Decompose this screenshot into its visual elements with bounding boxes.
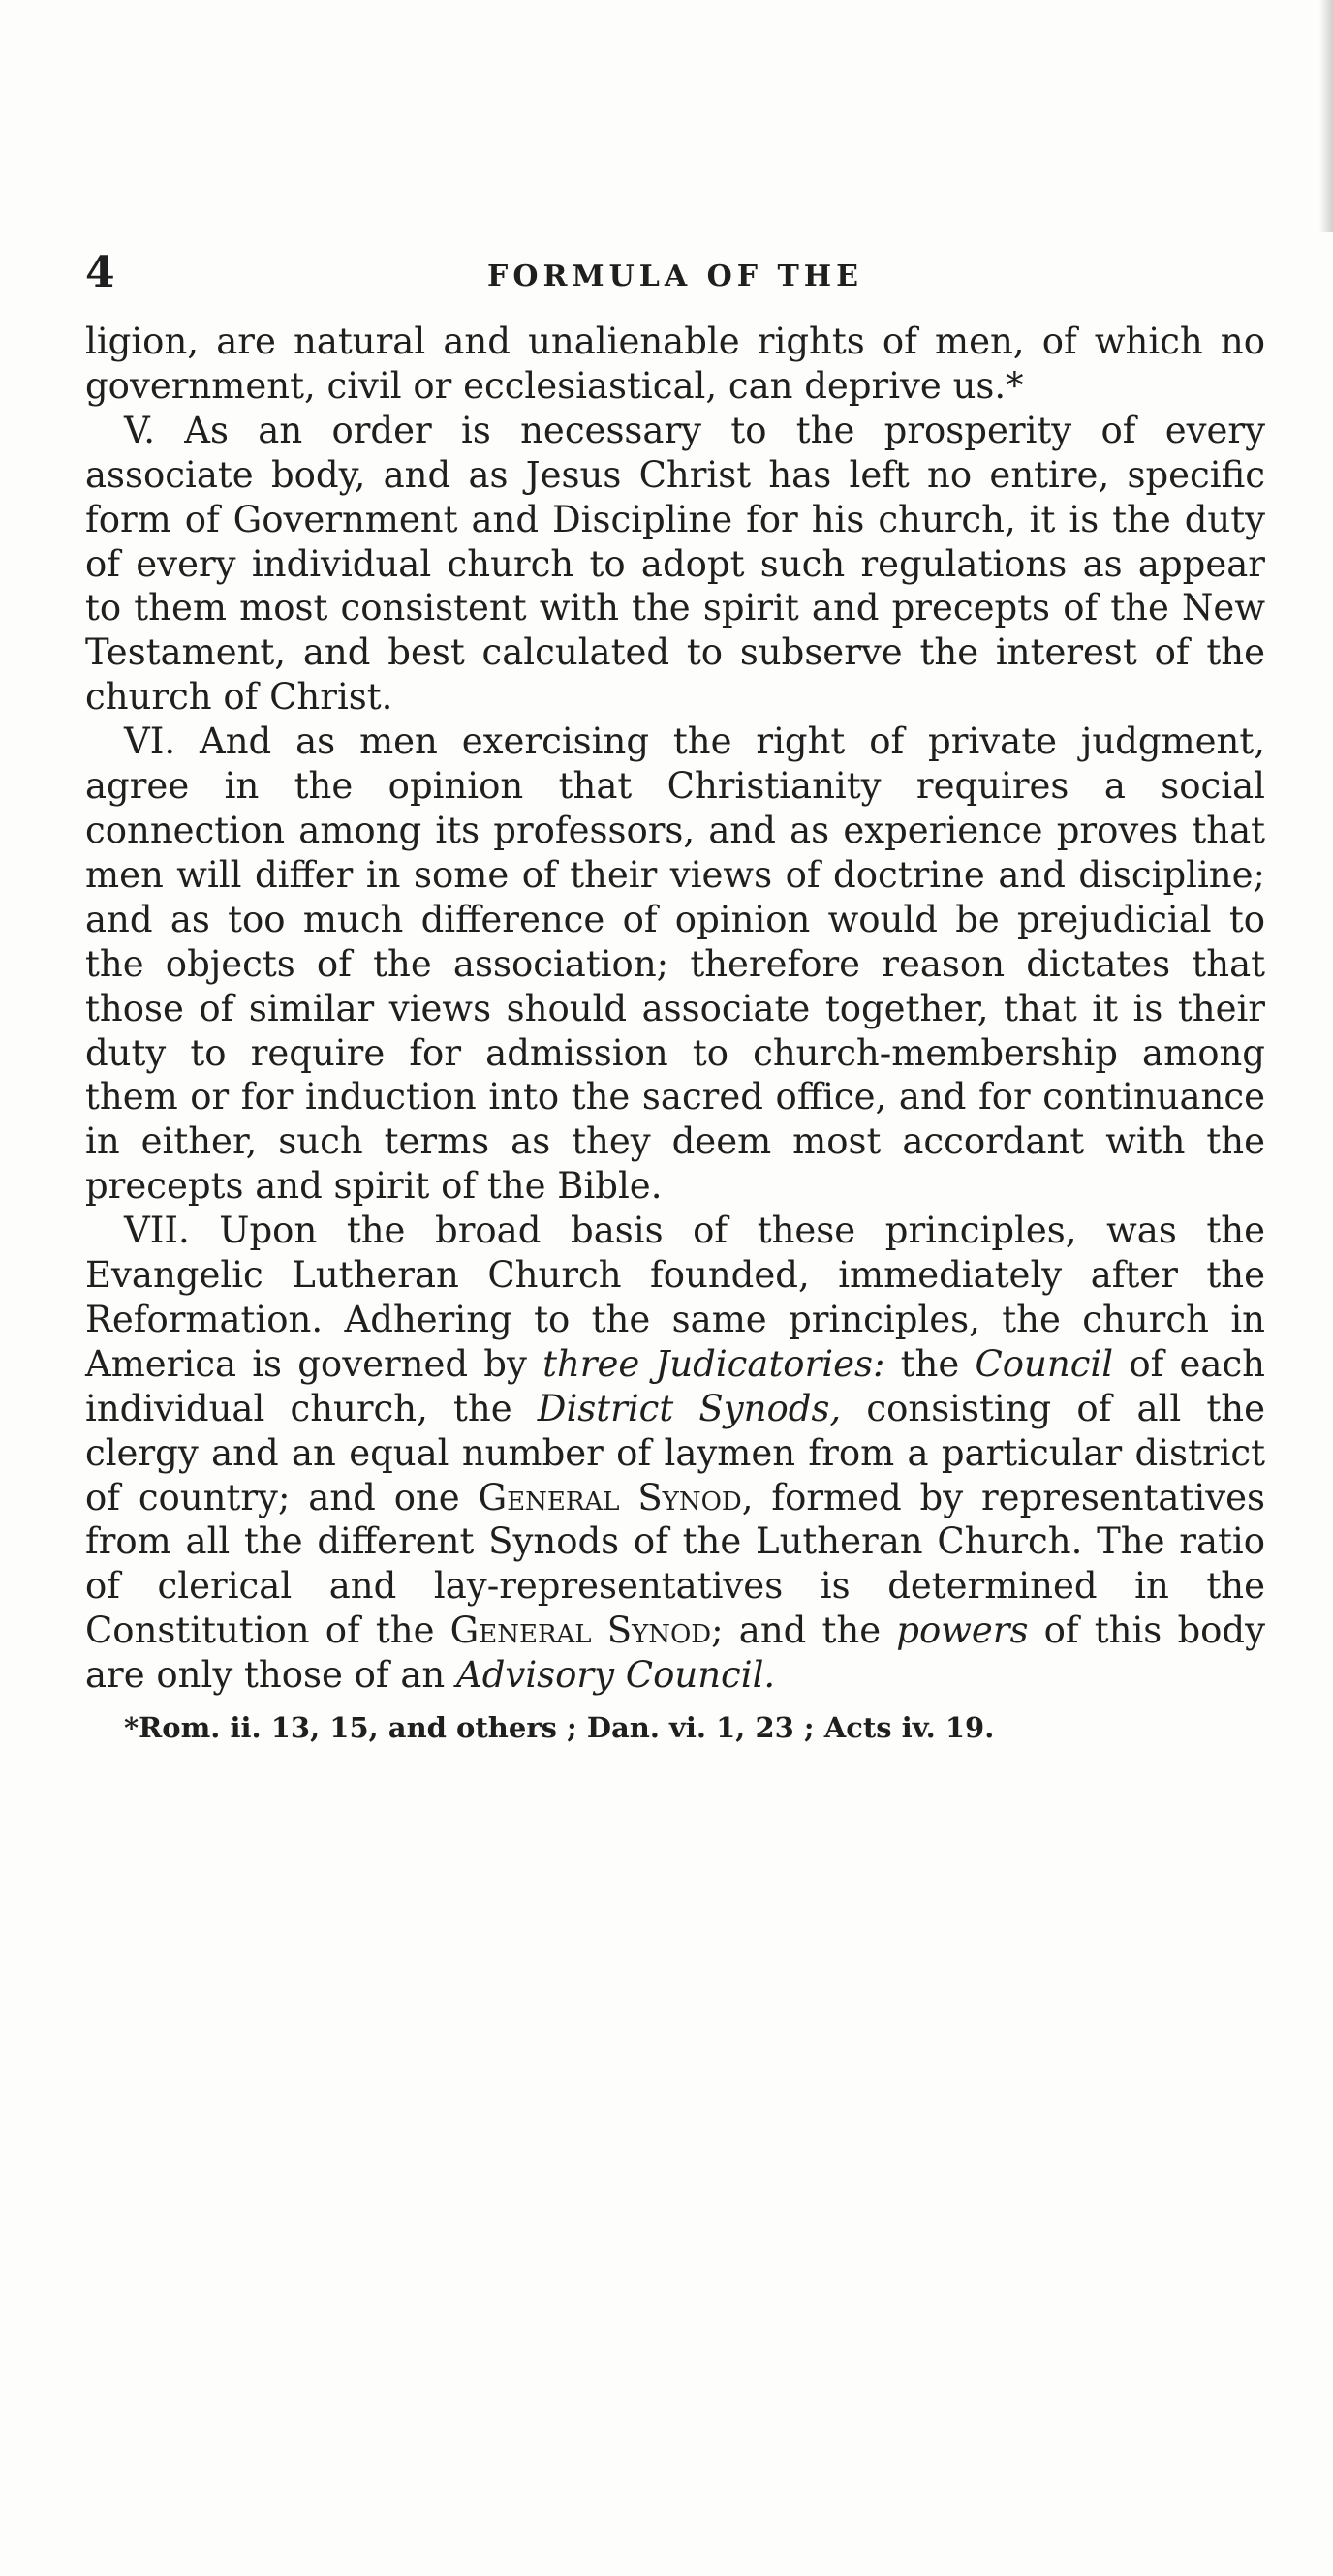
italic-powers: powers bbox=[896, 1610, 1029, 1652]
italic-three-judicatories: three Judicatories: bbox=[542, 1342, 885, 1385]
paragraph-article-vi: VI. And as men exercising the right of private judgment, agree in the opinion that Christianity requires a social connection among its professors, and as experience proves that men will differ in some of their views of doctrine and discipline; and as too much difference of opinion would be prejudicial to the objects of the association; therefore reason dictates that those of similar views should associate together, that it is their duty to require for admission to church-membership among them or for induction into the sacred office, and for continuance in either, such terms as they deem most accordant with the precepts and spirit of the Bible. bbox=[85, 721, 1265, 1208]
page-edge-shadow bbox=[1319, 0, 1333, 232]
footnote: *Rom. ii. 13, 15, and others ; Dan. vi. 1, 23 ; Acts iv. 19. bbox=[124, 1711, 995, 1745]
text-run: ; and the bbox=[711, 1610, 897, 1652]
smallcaps-general-synod: General Synod bbox=[478, 1476, 742, 1518]
text-run: , formed by representatives from all the different Synods of the Lutheran Church. The ratio of clerical and lay-representatives is determined in the Constitution of the bbox=[85, 1476, 1265, 1652]
text-run: of each individual church, the bbox=[85, 1342, 1265, 1429]
book-page bbox=[85, 248, 1265, 1745]
text-run: the bbox=[884, 1342, 976, 1385]
text-run: VII. Upon the broad basis of these principles, was the Evangelic Lutheran Church founded, immediately after the Reformation. Adhering to the same principles, the church in America is governed by bbox=[85, 1210, 1265, 1385]
paragraph-article-v: V. As an order is necessary to the prosperity of every associate body, and as Jesus Christ has left no entire, specific form of Government and Discipline for his church, it is the duty of every individual church to adopt such regulations as appear to them most consistent with the spirit and precepts of the New Testament, and best calculated to subserve the interest of the church of Christ. bbox=[85, 409, 1265, 719]
running-head bbox=[85, 248, 1265, 320]
text-run: of this body are only those of an bbox=[85, 1610, 1265, 1697]
italic-district-synods: District Synods, bbox=[537, 1387, 842, 1429]
italic-advisory-council: Advisory Council. bbox=[456, 1654, 776, 1697]
paragraph-article-vii bbox=[85, 1209, 1265, 1698]
running-title: FORMULA OF THE bbox=[487, 260, 863, 293]
body-text bbox=[85, 320, 1265, 1698]
smallcaps-general-synod: General Synod bbox=[450, 1610, 712, 1652]
text-run: consisting of all the clergy and an equal number of laymen from a particular district of country; and one bbox=[85, 1387, 1265, 1518]
page-number: 4 bbox=[85, 248, 115, 297]
italic-council: Council bbox=[975, 1342, 1114, 1385]
paragraph-continuation: ligion, are natural and unalienable rights of men, of which no government, civil or ecclesiastical, can deprive us.* bbox=[85, 321, 1265, 407]
